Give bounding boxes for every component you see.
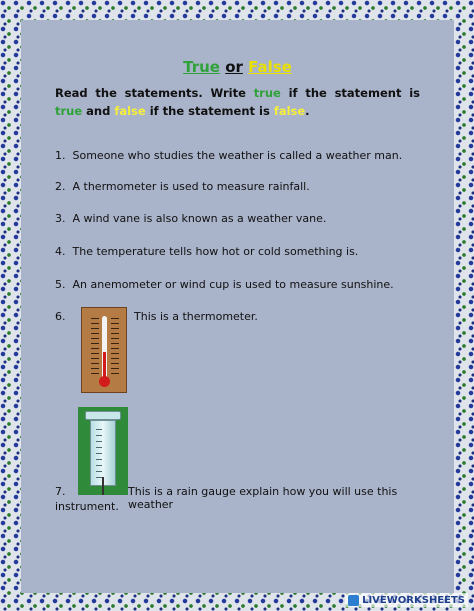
- logo-text: LIVEWORKSHEETS: [362, 594, 465, 606]
- question-number: 1.: [55, 149, 66, 162]
- question-6-text: This is a thermometer.: [134, 310, 258, 323]
- thermometer-icon: [81, 307, 127, 393]
- question-2: [55, 179, 435, 194]
- thermometer-scale: [91, 318, 99, 378]
- question-3: [55, 211, 435, 226]
- rain-gauge-icon: [78, 407, 128, 495]
- keyword-true: true: [55, 104, 83, 118]
- question-7-text-continued: instrument.: [55, 500, 119, 513]
- instructions-text: and: [82, 104, 115, 118]
- instructions-text: Read the statements. Write: [55, 86, 254, 100]
- worksheet: [21, 20, 454, 593]
- instructions: [55, 84, 420, 120]
- question-text: Someone who studies the weather is called a weather man.: [72, 149, 403, 162]
- question-text: A wind vane is also known as a weather vane.: [72, 212, 327, 225]
- thermometer-mercury: [103, 352, 106, 378]
- question-7-text: This is a rain gauge explain how you will use this weather: [128, 485, 398, 511]
- question-4: [55, 244, 435, 259]
- instructions-text: .: [305, 104, 310, 118]
- keyword-false: false: [273, 104, 306, 118]
- rain-gauge-funnel: [85, 411, 121, 420]
- keyword-false: false: [114, 104, 146, 118]
- liveworksheets-logo[interactable]: [345, 593, 468, 607]
- question-number: 4.: [55, 245, 66, 258]
- thermometer-scale: [111, 318, 119, 378]
- question-5: [55, 277, 435, 292]
- question-text: A thermometer is used to measure rainfall.: [72, 180, 310, 193]
- rain-gauge-stake: [102, 477, 104, 495]
- instructions-text: if the statement is: [280, 86, 420, 100]
- keyword-true: true: [253, 86, 281, 100]
- question-text: An anemometer or wind cup is used to measure sunshine.: [72, 278, 394, 291]
- question-1: [55, 148, 435, 163]
- instructions-text: if the statement is: [145, 104, 274, 118]
- title-false: False: [248, 58, 292, 76]
- question-6-number: 6.: [55, 310, 66, 323]
- rain-gauge-marks: [96, 429, 102, 479]
- question-number: 2.: [55, 180, 66, 193]
- liveworksheets-logo-icon: [348, 595, 359, 606]
- page-title: [21, 58, 454, 76]
- question-number: 5.: [55, 278, 66, 291]
- question-text: The temperature tells how hot or cold something is.: [72, 245, 359, 258]
- question-number: 3.: [55, 212, 66, 225]
- question-7-number: 7.: [55, 485, 66, 498]
- thermometer-bulb: [99, 376, 110, 387]
- title-or: or: [225, 58, 243, 76]
- title-true: True: [183, 58, 220, 76]
